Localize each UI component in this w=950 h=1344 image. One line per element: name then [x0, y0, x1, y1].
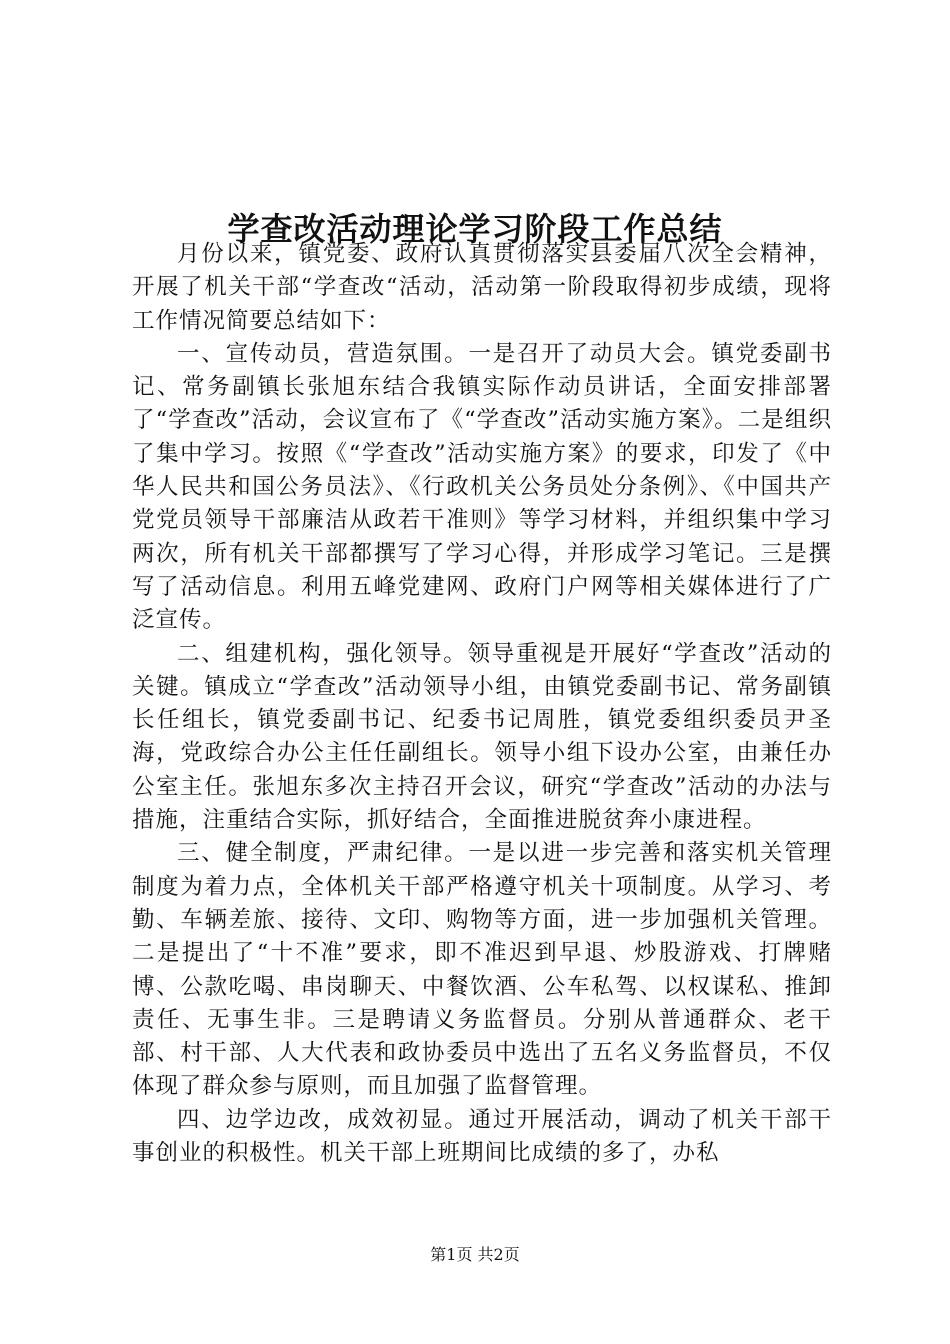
paragraph-section-3: 三、健全制度，严肃纪律。一是以进一步完善和落实机关管理制度为着力点，全体机关干部严格遵守机关十项制度。从学习、考勤、车辆差旅、接待、文印、购物等方面，进一步加强机关管理。二是提出了“十不准”要求，即不准迟到早退、炒股游戏、打牌赌博、公款吃喝、串岗聊天、中餐饮酒、公车私驾、以权谋私、推卸责任、无事生非。三是聘请义务监督员。分别从普通群众、老干部、村干部、人大代表和政协委员中选出了五名义务监督员，不仅体现了群众参与原则，而且加强了监督管理。 — [132, 840, 832, 1100]
paragraph-intro: 月份以来，镇党委、政府认真贯彻落实县委届八次全会精神，开展了机关干部“学查改“活动，活动第一阶段取得初步成绩，现将工作情况简要总结如下： — [132, 241, 832, 334]
document-title: 学查改活动理论学习阶段工作总结 — [227, 210, 723, 249]
document-body — [132, 238, 832, 1170]
paragraph-section-1: 一、宣传动员，营造氛围。一是召开了动员大会。镇党委副书记、常务副镇长张旭东结合我镇实际作动员讲话，全面安排部署了“学查改”活动，会议宣布了《“学查改”活动实施方案》。二是组织了集中学习。按照《“学查改”活动实施方案》的要求，印发了《中华人民共和国公务员法》、《行政机关公务员处分条例》、《中国共产党党员领导干部廉洁从政若干准则》等学习材料，并组织集中学习两次，所有机关干部都撰写了学习心得，并形成学习笔记。三是撰写了活动信息。利用五峰党建网、政府门户网等相关媒体进行了广泛宣传。 — [132, 340, 832, 634]
page-footer: 第1页 共2页 — [430, 1245, 520, 1264]
paragraph-section-2: 二、组建机构，强化领导。领导重视是开展好“学查改”活动的关键。镇成立“学查改”活动领导小组，由镇党委副书记、常务副镇长任组长，镇党委副书记、纪委书记周胜，镇党委组织委员尹圣海，党政综合办公主任任副组长。领导小组下设办公室，由兼任办公室主任。张旭东多次主持召开会议，研究“学查改”活动的办法与措施，注重结合实际，抓好结合，全面推进脱贫奔小康进程。 — [132, 640, 832, 834]
paragraph-section-4: 四、边学边改，成效初显。通过开展活动，调动了机关干部干事创业的积极性。机关干部上班期间比成绩的多了，办私 — [132, 1106, 832, 1167]
